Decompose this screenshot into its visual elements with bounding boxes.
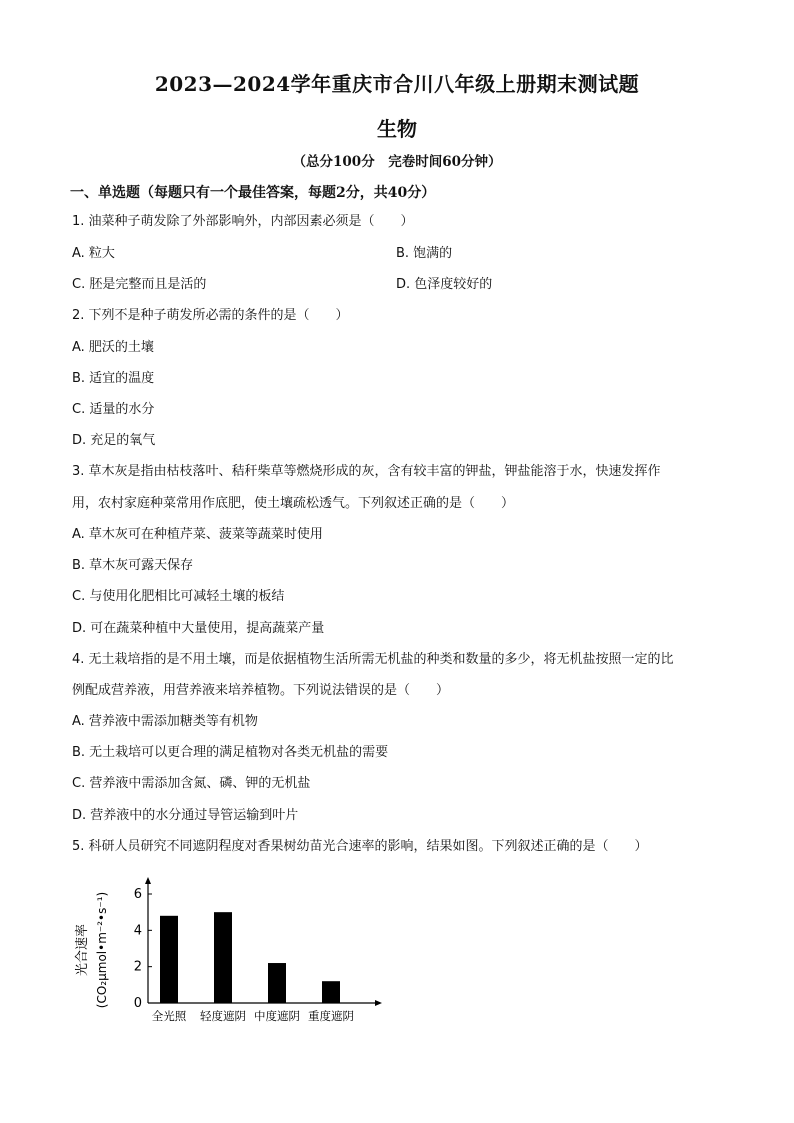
section-heading: 一、单选题（每题只有一个最佳答案，每题2分，共40分） (70, 185, 436, 201)
question-3-stem-line1: 3. 草木灰是指由枯枝落叶、秸秆柴草等燃烧形成的灰，含有较丰富的钾盐，钾盐能溶于水，快速发挥作 (72, 464, 661, 479)
question-4-option-b: B. 无土栽培可以更合理的满足植物对各类无机盐的需要 (72, 745, 389, 760)
exam-info: （总分100分 完卷时间60分钟） (292, 154, 502, 170)
x-category-label: 中度遮阴 (254, 1009, 300, 1023)
question-1-option-d: D. 色泽度较好的 (396, 277, 493, 292)
question-3-option-d: D. 可在蔬菜种植中大量使用，提高蔬菜产量 (72, 621, 325, 636)
x-category-label: 全光照 (151, 1009, 187, 1023)
y-tick-label: 2 (133, 959, 142, 975)
question-4-option-d: D. 营养液中的水分通过导管运输到叶片 (72, 808, 299, 823)
question-3-option-b: B. 草木灰可露天保存 (72, 558, 194, 573)
bar (268, 963, 286, 1003)
chart-axes (145, 877, 382, 1006)
bar (322, 981, 340, 1003)
question-5-stem: 5. 科研人员研究不同遮阴程度对香果树幼苗光合速率的影响，结果如图。下列叙述正确的是（ ） (72, 839, 648, 854)
y-axis-unit: (CO₂μmol•m⁻²•s⁻¹) (95, 891, 109, 1009)
y-tick-label: 4 (133, 923, 142, 939)
question-4-option-a: A. 营养液中需添加糖类等有机物 (72, 714, 258, 729)
question-4-option-c: C. 营养液中需添加含氮、磷、钾的无机盐 (72, 776, 311, 791)
x-axis-arrow (375, 1000, 382, 1006)
question-1-option-c: C. 胚是完整而且是活的 (72, 277, 207, 292)
y-tick-label: 6 (133, 887, 142, 902)
photosynthesis-bar-chart (70, 872, 390, 1032)
question-1-stem: 1. 油菜种子萌发除了外部影响外，内部因素必须是（ ） (72, 214, 414, 229)
question-2-option-c: C. 适量的水分 (72, 402, 155, 417)
question-2-option-a: A. 肥沃的土壤 (72, 340, 154, 355)
subject-title: 生物 (377, 117, 417, 141)
x-category-labels (152, 1009, 354, 1023)
question-3-stem-line2: 用，农村家庭种菜常用作底肥，使土壤疏松透气。下列叙述正确的是（ ） (72, 496, 515, 511)
bar (214, 912, 232, 1003)
question-1-option-a: A. 粒大 (72, 246, 115, 261)
x-category-label: 重度遮阴 (308, 1009, 354, 1023)
y-ticks (134, 887, 152, 1011)
question-2-option-d: D. 充足的氧气 (72, 433, 156, 448)
y-axis-label: 光合速率 (75, 923, 90, 977)
x-category-label: 轻度遮阴 (200, 1009, 246, 1023)
chart-bars (160, 912, 340, 1003)
question-2-stem: 2. 下列不是种子萌发所必需的条件的是（ ） (72, 308, 349, 323)
question-3-option-a: A. 草木灰可在种植芹菜、菠菜等蔬菜时使用 (72, 527, 323, 542)
question-3-option-c: C. 与使用化肥相比可减轻土壤的板结 (72, 589, 285, 604)
y-axis-arrow (145, 877, 151, 884)
question-4-stem-line1: 4. 无土栽培指的是不用土壤，而是依据植物生活所需无机盐的种类和数量的多少，将无机盐按照一定的比 (72, 652, 674, 667)
y-tick-label: 0 (133, 996, 142, 1011)
question-1-option-b: B. 饱满的 (396, 246, 453, 261)
question-4-stem-line2: 例配成营养液，用营养液来培养植物。下列说法错误的是（ ） (72, 683, 450, 698)
question-2-option-b: B. 适宜的温度 (72, 371, 155, 386)
bar (160, 916, 178, 1003)
exam-title: 2023—2024学年重庆市合川八年级上册期末测试题 (154, 72, 640, 96)
